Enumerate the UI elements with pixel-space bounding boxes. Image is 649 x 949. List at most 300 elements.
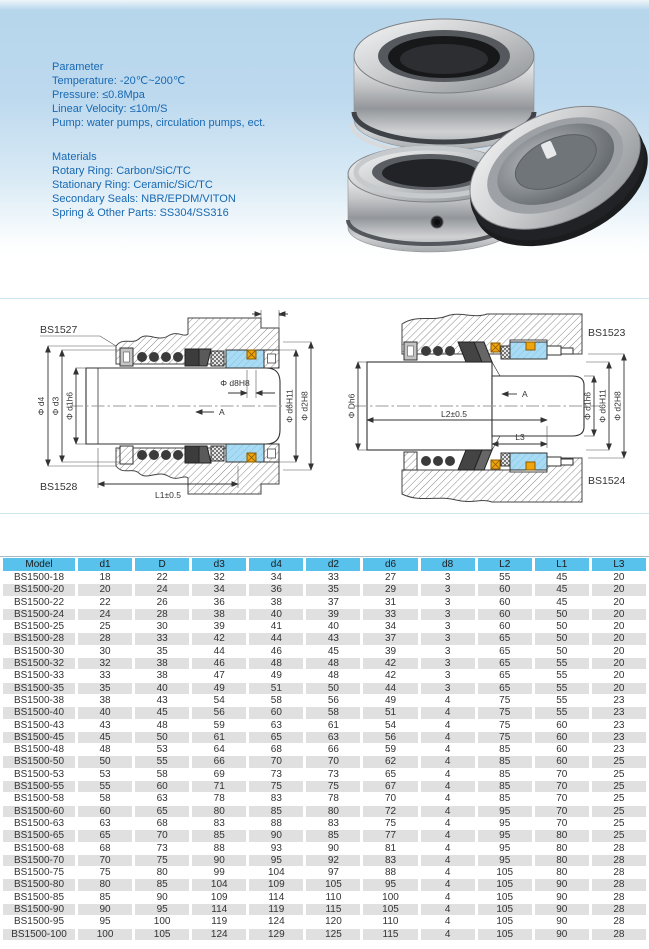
table-row <box>3 867 646 878</box>
value-cell: 54 <box>363 720 417 731</box>
table-row <box>3 646 646 657</box>
value-cell: 28 <box>78 633 132 644</box>
model-cell: BS1500-53 <box>3 769 75 780</box>
value-cell: 114 <box>192 904 246 915</box>
value-cell: 90 <box>535 904 589 915</box>
value-cell: 58 <box>78 793 132 804</box>
model-cell: BS1500-70 <box>3 855 75 866</box>
value-cell: 45 <box>535 597 589 608</box>
value-cell: 80 <box>135 867 189 878</box>
value-cell: 99 <box>192 867 246 878</box>
model-cell: BS1500-43 <box>3 720 75 731</box>
value-cell: 48 <box>78 744 132 755</box>
table-row <box>3 597 646 608</box>
value-cell: 70 <box>78 855 132 866</box>
model-cell: BS1500-38 <box>3 695 75 706</box>
value-cell: 3 <box>421 621 475 632</box>
header-row <box>3 558 646 571</box>
value-cell: 36 <box>249 584 303 595</box>
value-cell: 25 <box>592 781 646 792</box>
value-cell: 4 <box>421 793 475 804</box>
value-cell: 36 <box>192 597 246 608</box>
value-cell: 85 <box>478 756 532 767</box>
value-cell: 34 <box>249 572 303 583</box>
value-cell: 83 <box>192 818 246 829</box>
dim-d4: Φ d4 <box>36 396 46 416</box>
table-row <box>3 769 646 780</box>
table-row <box>3 744 646 755</box>
table-row <box>3 683 646 694</box>
value-cell: 97 <box>306 867 360 878</box>
value-cell: 95 <box>478 806 532 817</box>
value-cell: 47 <box>192 670 246 681</box>
value-cell: 65 <box>478 683 532 694</box>
value-cell: 64 <box>192 744 246 755</box>
value-cell: 90 <box>249 830 303 841</box>
model-cell: BS1500-60 <box>3 806 75 817</box>
value-cell: 75 <box>478 720 532 731</box>
section-arrow-label: A <box>219 407 225 417</box>
value-cell: 66 <box>192 756 246 767</box>
value-cell: 85 <box>192 830 246 841</box>
value-cell: 3 <box>421 633 475 644</box>
value-cell: 49 <box>249 670 303 681</box>
value-cell: 20 <box>592 584 646 595</box>
value-cell: 105 <box>135 929 189 940</box>
dim-5: 5 <box>277 311 287 317</box>
value-cell: 88 <box>249 818 303 829</box>
value-cell: 105 <box>363 904 417 915</box>
value-cell: 55 <box>135 756 189 767</box>
model-cell: BS1500-80 <box>3 879 75 890</box>
value-cell: 65 <box>478 658 532 669</box>
value-cell: 95 <box>363 879 417 890</box>
column-header: d6 <box>363 558 417 571</box>
value-cell: 90 <box>535 879 589 890</box>
column-header: d8 <box>421 558 475 571</box>
model-cell: BS1500-55 <box>3 781 75 792</box>
value-cell: 3 <box>421 658 475 669</box>
value-cell: 90 <box>306 843 360 854</box>
value-cell: 4 <box>421 818 475 829</box>
value-cell: 28 <box>592 892 646 903</box>
value-cell: 28 <box>592 916 646 927</box>
value-cell: 4 <box>421 879 475 890</box>
value-cell: 80 <box>535 830 589 841</box>
value-cell: 85 <box>78 892 132 903</box>
value-cell: 105 <box>478 929 532 940</box>
dim-d1h6: Φ d1h6 <box>582 391 593 421</box>
value-cell: 95 <box>249 855 303 866</box>
value-cell: 55 <box>535 683 589 694</box>
value-cell: 63 <box>306 732 360 743</box>
model-cell: BS1500-90 <box>3 904 75 915</box>
value-cell: 75 <box>363 818 417 829</box>
value-cell: 38 <box>135 658 189 669</box>
value-cell: 60 <box>535 744 589 755</box>
dim-Dh6: Φ Dh6 <box>346 393 357 419</box>
dim-L1: L1±0.5 <box>155 490 181 500</box>
value-cell: 114 <box>249 892 303 903</box>
divider <box>0 298 649 299</box>
value-cell: 100 <box>78 929 132 940</box>
value-cell: 54 <box>192 695 246 706</box>
value-cell: 42 <box>192 633 246 644</box>
value-cell: 119 <box>249 904 303 915</box>
value-cell: 81 <box>363 843 417 854</box>
model-cell: BS1500-30 <box>3 646 75 657</box>
value-cell: 3 <box>421 646 475 657</box>
spec-line: Secondary Seals: NBR/EPDM/VITON <box>52 193 236 205</box>
value-cell: 85 <box>478 769 532 780</box>
value-cell: 69 <box>192 769 246 780</box>
value-cell: 40 <box>306 621 360 632</box>
value-cell: 29 <box>363 584 417 595</box>
value-cell: 44 <box>363 683 417 694</box>
value-cell: 70 <box>363 793 417 804</box>
value-cell: 50 <box>535 621 589 632</box>
technical-drawing-right <box>342 306 647 506</box>
value-cell: 71 <box>192 781 246 792</box>
value-cell: 90 <box>192 855 246 866</box>
value-cell: 75 <box>478 707 532 718</box>
value-cell: 75 <box>306 781 360 792</box>
model-cell: BS1500-33 <box>3 670 75 681</box>
model-label-bs1523: BS1523 <box>588 327 626 339</box>
value-cell: 115 <box>306 904 360 915</box>
value-cell: 90 <box>535 892 589 903</box>
value-cell: 3 <box>421 683 475 694</box>
value-cell: 34 <box>192 584 246 595</box>
dim-L2: L2±0.5 <box>441 409 467 419</box>
value-cell: 28 <box>592 867 646 878</box>
value-cell: 23 <box>592 732 646 743</box>
value-cell: 65 <box>478 646 532 657</box>
value-cell: 4 <box>421 756 475 767</box>
value-cell: 25 <box>592 830 646 841</box>
value-cell: 73 <box>135 843 189 854</box>
value-cell: 60 <box>78 806 132 817</box>
value-cell: 24 <box>135 584 189 595</box>
spec-table <box>0 557 649 941</box>
value-cell: 20 <box>592 572 646 583</box>
value-cell: 40 <box>78 707 132 718</box>
value-cell: 20 <box>592 670 646 681</box>
value-cell: 95 <box>478 843 532 854</box>
table-row <box>3 855 646 866</box>
value-cell: 55 <box>478 572 532 583</box>
technical-drawing-left <box>28 306 333 506</box>
value-cell: 75 <box>135 855 189 866</box>
value-cell: 32 <box>78 658 132 669</box>
value-cell: 58 <box>135 769 189 780</box>
value-cell: 33 <box>306 572 360 583</box>
value-cell: 48 <box>135 720 189 731</box>
value-cell: 59 <box>363 744 417 755</box>
value-cell: 20 <box>592 658 646 669</box>
materials-lines <box>52 164 265 220</box>
table-row <box>3 916 646 927</box>
value-cell: 93 <box>249 843 303 854</box>
value-cell: 75 <box>249 781 303 792</box>
table-row <box>3 830 646 841</box>
table-row <box>3 695 646 706</box>
value-cell: 88 <box>192 843 246 854</box>
value-cell: 105 <box>478 867 532 878</box>
value-cell: 28 <box>592 843 646 854</box>
value-cell: 85 <box>135 879 189 890</box>
value-cell: 60 <box>135 781 189 792</box>
value-cell: 50 <box>535 609 589 620</box>
value-cell: 55 <box>535 695 589 706</box>
value-cell: 26 <box>135 597 189 608</box>
value-cell: 37 <box>306 597 360 608</box>
value-cell: 61 <box>192 732 246 743</box>
value-cell: 59 <box>192 720 246 731</box>
value-cell: 105 <box>478 904 532 915</box>
value-cell: 70 <box>249 756 303 767</box>
value-cell: 88 <box>363 867 417 878</box>
value-cell: 3 <box>421 584 475 595</box>
value-cell: 50 <box>306 683 360 694</box>
value-cell: 25 <box>592 818 646 829</box>
value-cell: 25 <box>592 806 646 817</box>
value-cell: 18 <box>78 572 132 583</box>
dim-L3: L3 <box>515 432 525 442</box>
value-cell: 61 <box>306 720 360 731</box>
column-header: L2 <box>478 558 532 571</box>
model-cell: BS1500-50 <box>3 756 75 767</box>
value-cell: 25 <box>592 793 646 804</box>
value-cell: 60 <box>478 597 532 608</box>
value-cell: 4 <box>421 904 475 915</box>
value-cell: 39 <box>363 646 417 657</box>
value-cell: 80 <box>192 806 246 817</box>
model-cell: BS1500-40 <box>3 707 75 718</box>
column-header: Model <box>3 558 75 571</box>
value-cell: 4 <box>421 843 475 854</box>
value-cell: 4 <box>421 867 475 878</box>
value-cell: 4 <box>421 720 475 731</box>
value-cell: 23 <box>592 695 646 706</box>
value-cell: 51 <box>363 707 417 718</box>
value-cell: 78 <box>306 793 360 804</box>
value-cell: 49 <box>363 695 417 706</box>
column-header: L3 <box>592 558 646 571</box>
model-cell: BS1500-85 <box>3 892 75 903</box>
table-row <box>3 670 646 681</box>
dim-d3: Φ d3 <box>50 396 61 416</box>
value-cell: 25 <box>592 756 646 767</box>
column-header: d2 <box>306 558 360 571</box>
value-cell: 65 <box>363 769 417 780</box>
value-cell: 33 <box>363 609 417 620</box>
model-cell: BS1500-35 <box>3 683 75 694</box>
value-cell: 115 <box>363 929 417 940</box>
value-cell: 72 <box>363 806 417 817</box>
divider <box>0 513 649 514</box>
value-cell: 75 <box>478 732 532 743</box>
value-cell: 77 <box>363 830 417 841</box>
value-cell: 53 <box>135 744 189 755</box>
column-header: d1 <box>78 558 132 571</box>
value-cell: 46 <box>192 658 246 669</box>
value-cell: 75 <box>78 867 132 878</box>
value-cell: 70 <box>306 756 360 767</box>
value-cell: 95 <box>135 904 189 915</box>
table-row <box>3 892 646 903</box>
value-cell: 68 <box>78 843 132 854</box>
dim-d6H11: Φ d6H11 <box>597 389 608 423</box>
model-label-bs1528: BS1528 <box>40 481 78 493</box>
value-cell: 63 <box>78 818 132 829</box>
value-cell: 48 <box>249 658 303 669</box>
value-cell: 28 <box>592 855 646 866</box>
model-cell: BS1500-18 <box>3 572 75 583</box>
value-cell: 4 <box>421 769 475 780</box>
value-cell: 92 <box>306 855 360 866</box>
value-cell: 60 <box>535 756 589 767</box>
value-cell: 70 <box>535 781 589 792</box>
value-cell: 20 <box>78 584 132 595</box>
value-cell: 50 <box>78 756 132 767</box>
value-cell: 45 <box>78 732 132 743</box>
value-cell: 28 <box>135 609 189 620</box>
value-cell: 43 <box>306 633 360 644</box>
value-cell: 119 <box>192 916 246 927</box>
table-row <box>3 707 646 718</box>
spec-line: Linear Velocity: ≤10m/S <box>52 103 168 115</box>
parameter-title: Parameter <box>52 61 104 73</box>
value-cell: 95 <box>478 830 532 841</box>
table-row <box>3 818 646 829</box>
value-cell: 39 <box>306 609 360 620</box>
value-cell: 4 <box>421 695 475 706</box>
value-cell: 55 <box>78 781 132 792</box>
value-cell: 68 <box>135 818 189 829</box>
value-cell: 24 <box>78 609 132 620</box>
value-cell: 38 <box>135 670 189 681</box>
model-cell: BS1500-100 <box>3 929 75 940</box>
table-row <box>3 609 646 620</box>
value-cell: 100 <box>135 916 189 927</box>
value-cell: 90 <box>535 916 589 927</box>
value-cell: 110 <box>363 916 417 927</box>
value-cell: 63 <box>135 793 189 804</box>
value-cell: 4 <box>421 929 475 940</box>
model-cell: BS1500-25 <box>3 621 75 632</box>
value-cell: 105 <box>478 879 532 890</box>
value-cell: 65 <box>478 633 532 644</box>
value-cell: 65 <box>135 806 189 817</box>
value-cell: 4 <box>421 916 475 927</box>
value-cell: 38 <box>249 597 303 608</box>
value-cell: 120 <box>306 916 360 927</box>
value-cell: 53 <box>78 769 132 780</box>
model-cell: BS1500-75 <box>3 867 75 878</box>
value-cell: 80 <box>78 879 132 890</box>
value-cell: 33 <box>78 670 132 681</box>
model-cell: BS1500-20 <box>3 584 75 595</box>
dim-d1h6: Φ d1h6 <box>64 391 75 421</box>
value-cell: 83 <box>306 818 360 829</box>
column-header: d4 <box>249 558 303 571</box>
value-cell: 3 <box>421 670 475 681</box>
value-cell: 41 <box>249 621 303 632</box>
value-cell: 3 <box>421 609 475 620</box>
value-cell: 85 <box>306 830 360 841</box>
value-cell: 28 <box>592 904 646 915</box>
value-cell: 45 <box>535 572 589 583</box>
value-cell: 23 <box>592 744 646 755</box>
table-row <box>3 806 646 817</box>
value-cell: 85 <box>478 793 532 804</box>
model-cell: BS1500-28 <box>3 633 75 644</box>
value-cell: 20 <box>592 646 646 657</box>
value-cell: 70 <box>535 806 589 817</box>
value-cell: 28 <box>592 929 646 940</box>
value-cell: 85 <box>478 744 532 755</box>
table-row <box>3 572 646 583</box>
spec-line: Pump: water pumps, circulation pumps, ect. <box>52 117 266 129</box>
value-cell: 28 <box>592 879 646 890</box>
model-label-bs1527: BS1527 <box>40 324 78 336</box>
value-cell: 3 <box>421 597 475 608</box>
value-cell: 124 <box>249 916 303 927</box>
value-cell: 42 <box>363 670 417 681</box>
value-cell: 4 <box>421 830 475 841</box>
value-cell: 60 <box>478 584 532 595</box>
value-cell: 20 <box>592 633 646 644</box>
column-header: d3 <box>192 558 246 571</box>
value-cell: 30 <box>78 646 132 657</box>
spec-text <box>52 60 265 220</box>
value-cell: 55 <box>535 707 589 718</box>
value-cell: 65 <box>249 732 303 743</box>
value-cell: 58 <box>306 707 360 718</box>
value-cell: 45 <box>135 707 189 718</box>
value-cell: 4 <box>421 781 475 792</box>
value-cell: 109 <box>192 892 246 903</box>
value-cell: 83 <box>249 793 303 804</box>
spec-line: Pressure: ≤0.8Mpa <box>52 89 145 101</box>
value-cell: 73 <box>306 769 360 780</box>
spec-line: Stationary Ring: Ceramic/SiC/TC <box>52 179 213 191</box>
value-cell: 35 <box>135 646 189 657</box>
value-cell: 37 <box>363 633 417 644</box>
product-photo <box>340 0 649 260</box>
value-cell: 68 <box>249 744 303 755</box>
value-cell: 40 <box>249 609 303 620</box>
value-cell: 78 <box>192 793 246 804</box>
value-cell: 55 <box>535 658 589 669</box>
value-cell: 43 <box>78 720 132 731</box>
value-cell: 45 <box>306 646 360 657</box>
value-cell: 75 <box>478 695 532 706</box>
value-cell: 39 <box>192 621 246 632</box>
value-cell: 20 <box>592 597 646 608</box>
value-cell: 80 <box>535 867 589 878</box>
value-cell: 4 <box>421 855 475 866</box>
value-cell: 20 <box>592 621 646 632</box>
table-row <box>3 793 646 804</box>
value-cell: 51 <box>249 683 303 694</box>
value-cell: 20 <box>592 683 646 694</box>
value-cell: 50 <box>535 633 589 644</box>
model-cell: BS1500-58 <box>3 793 75 804</box>
value-cell: 58 <box>249 695 303 706</box>
value-cell: 95 <box>478 818 532 829</box>
